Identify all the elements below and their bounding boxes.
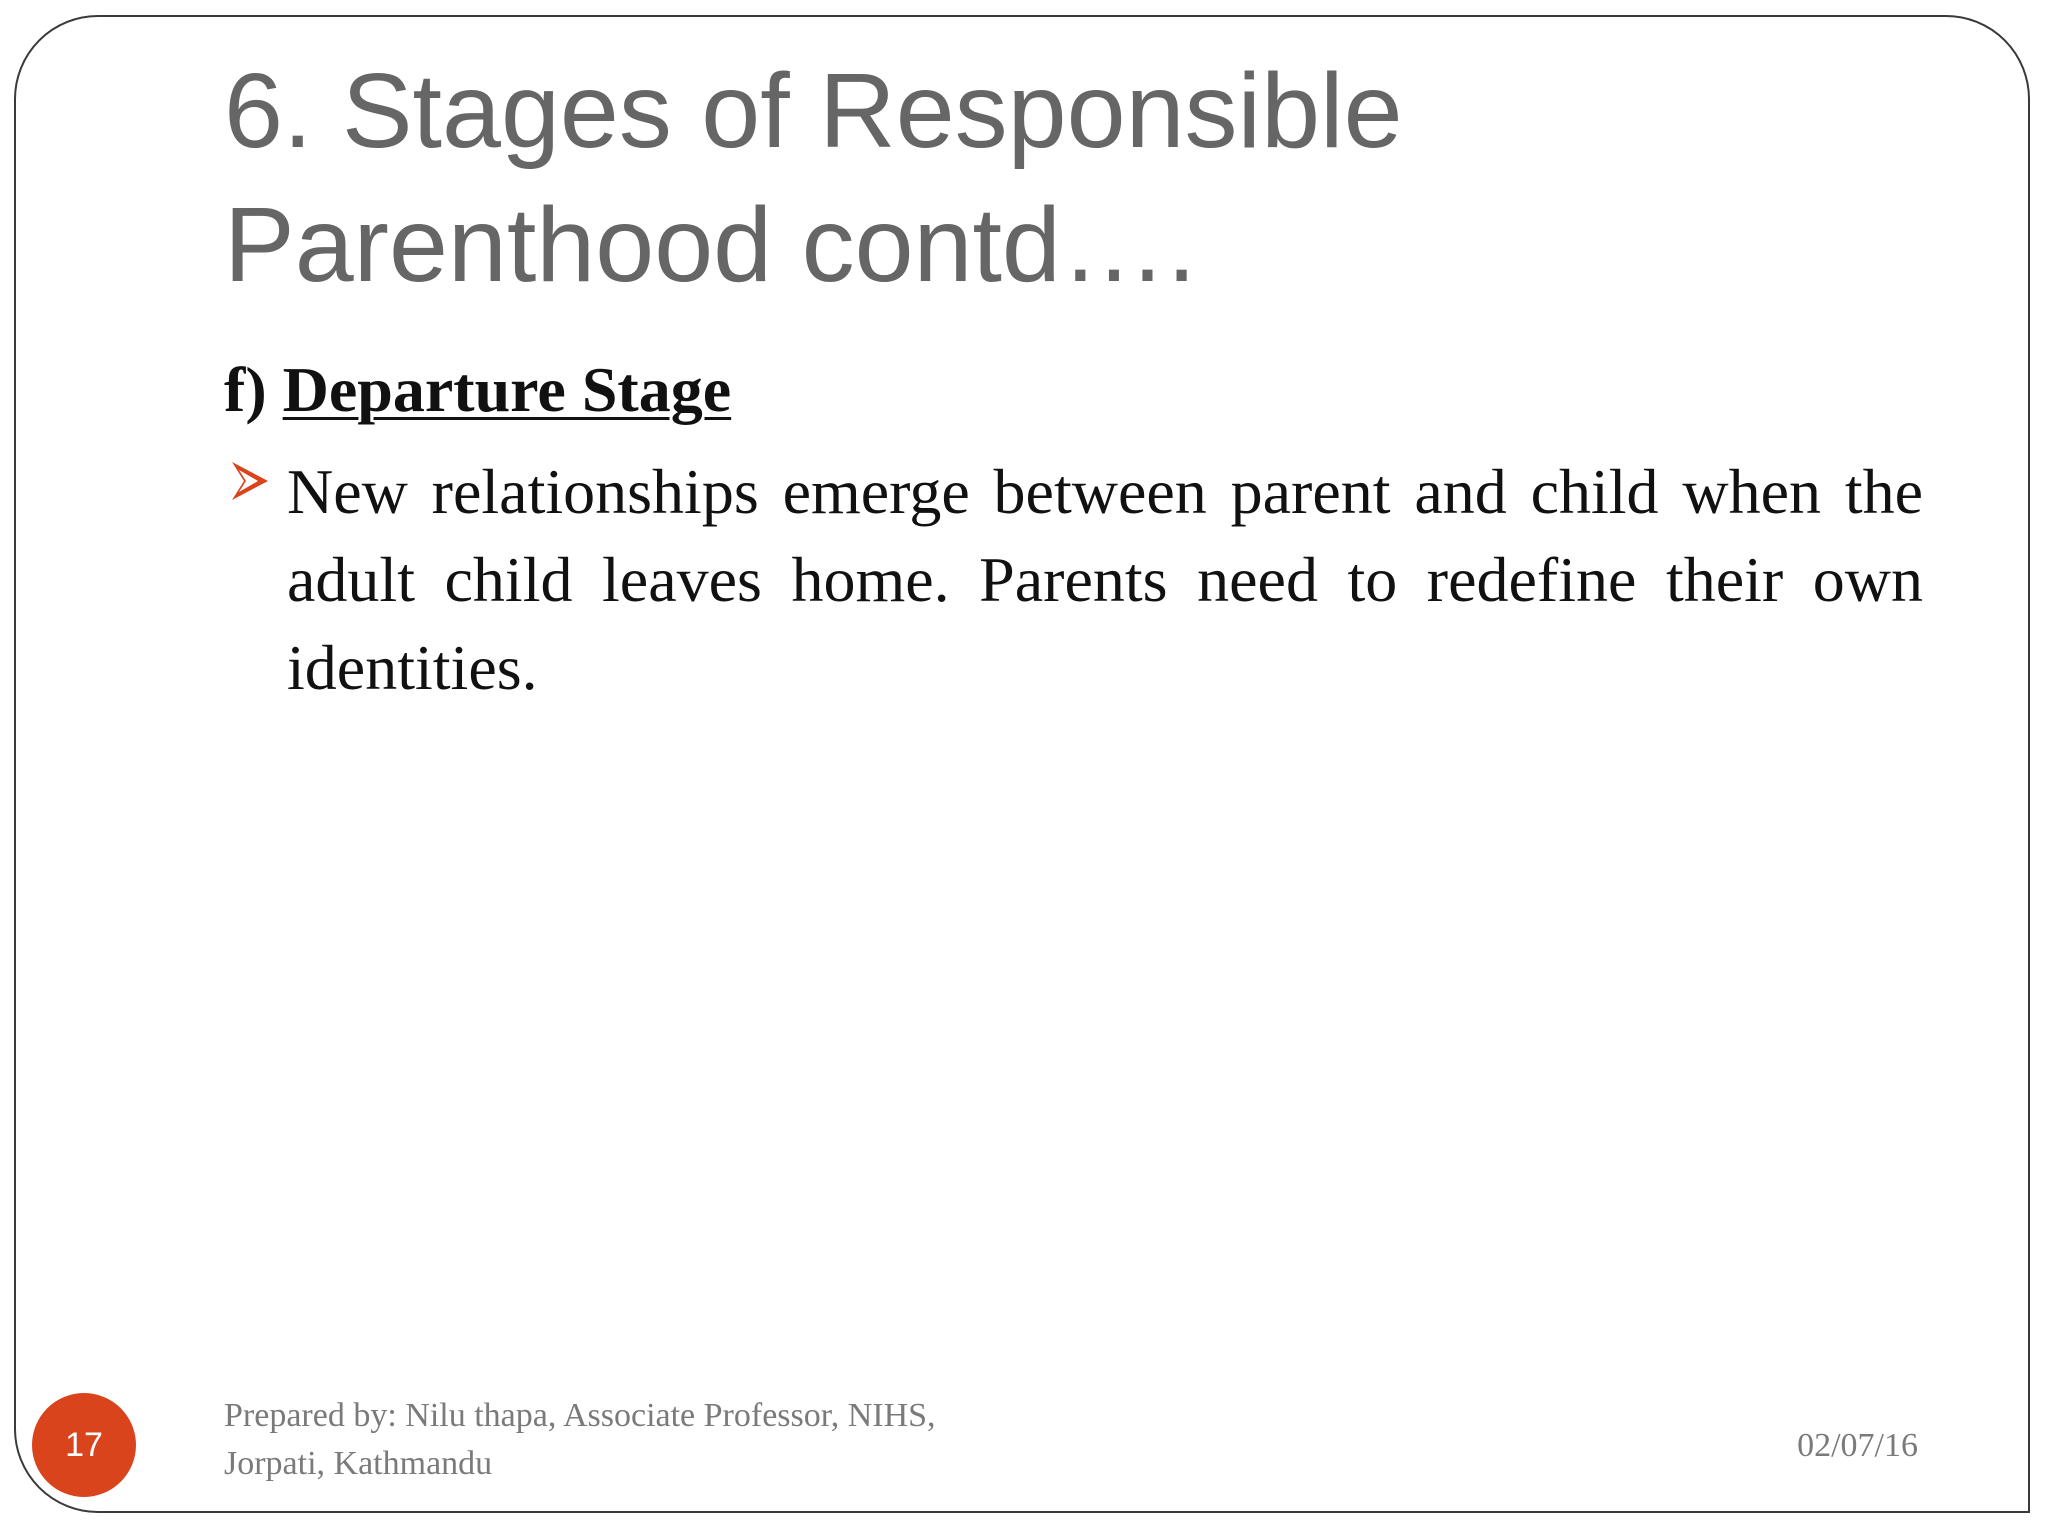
subheading-prefix: f)	[224, 354, 267, 425]
page-number-badge: 17	[32, 1393, 136, 1497]
footer-credit-line-1: Prepared by: Nilu thapa, Associate Professor, NIHS,	[224, 1397, 936, 1434]
footer-credit	[224, 1392, 1124, 1488]
bullet-text: New relationships emerge between parent and child when the adult child leaves home. Parents need to redefine their own identities.	[287, 456, 1923, 703]
slide-title-line-2: Parenthood contd….	[224, 186, 1197, 304]
footer-date: 02/07/16	[1797, 1427, 1918, 1464]
arrow-bullet-icon	[228, 458, 272, 504]
footer-credit-line-2: Jorpati, Kathmandu	[224, 1445, 493, 1482]
slide-title-line-1: 6. Stages of Responsible	[224, 52, 1403, 170]
stage-name: Departure Stage	[282, 354, 732, 425]
stage-subheading	[224, 350, 731, 430]
slide-title	[224, 44, 1924, 312]
